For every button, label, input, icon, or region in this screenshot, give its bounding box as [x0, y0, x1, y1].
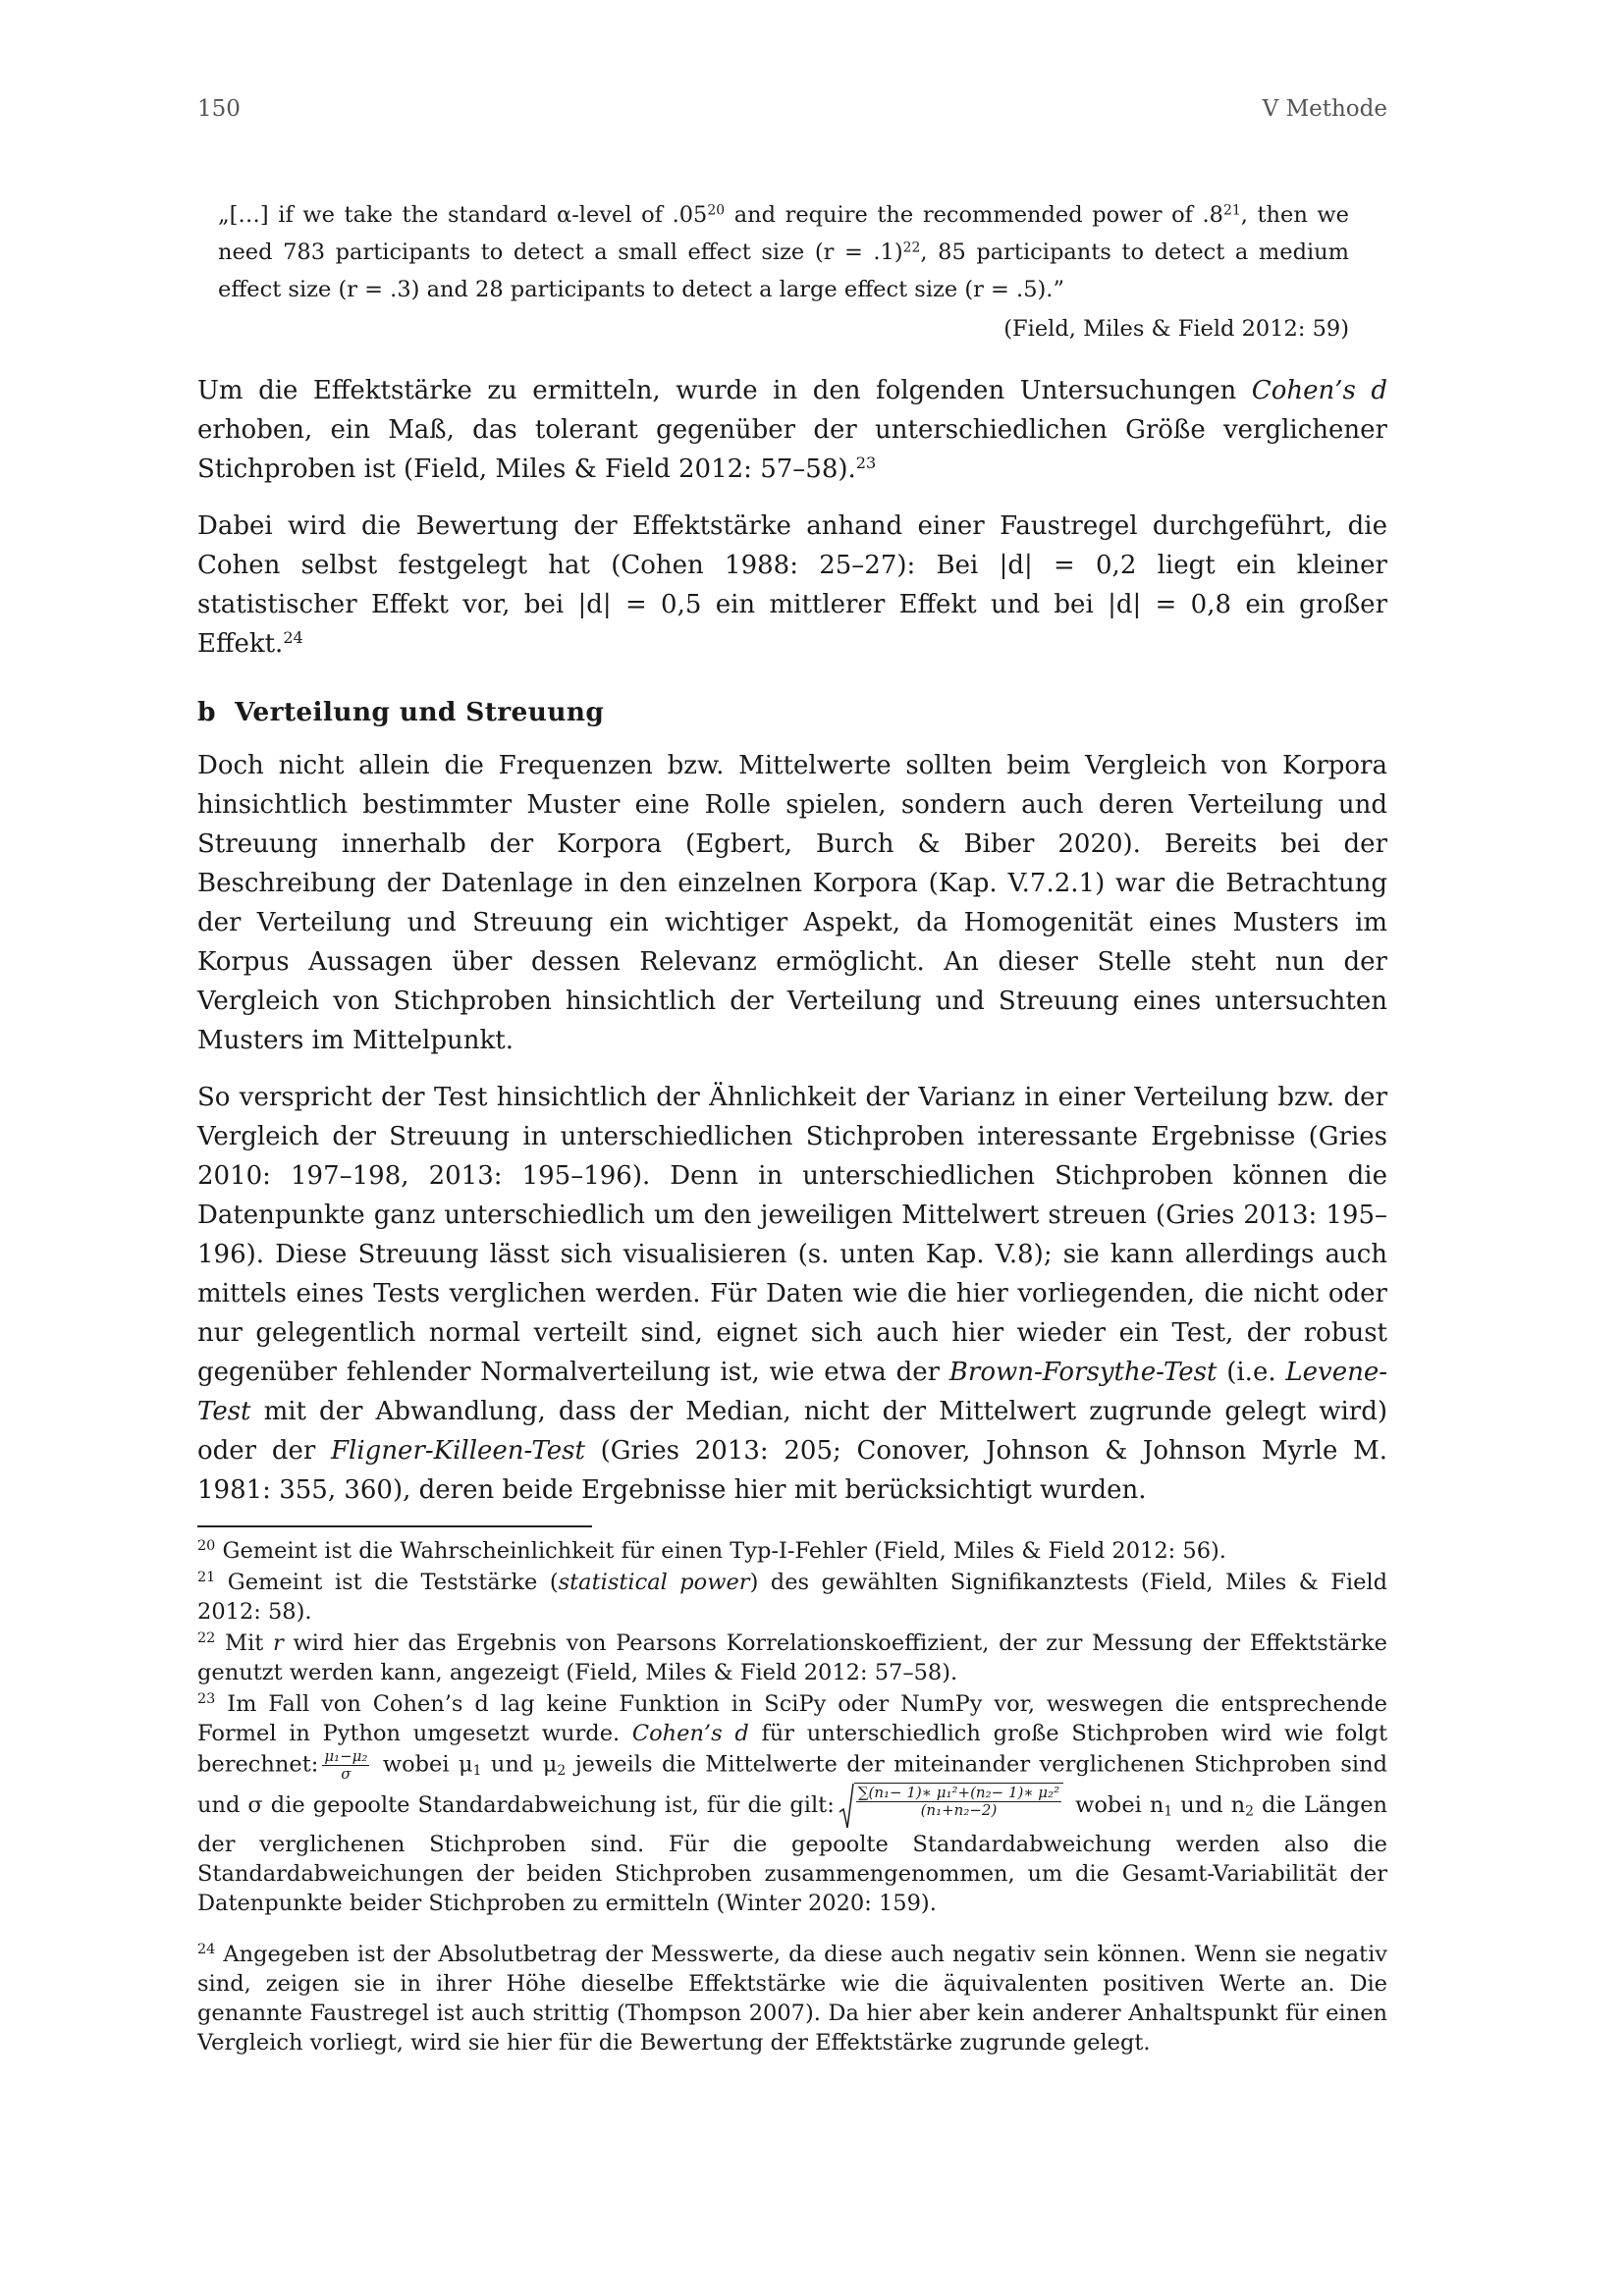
- term-brown-forsythe: Brown-Forsythe-Test: [948, 1358, 1218, 1387]
- term-cohens-d: Cohen’s d: [1251, 376, 1387, 405]
- term-fligner-killeen: Fligner-Killeen-Test: [331, 1436, 585, 1466]
- section-letter: b: [197, 697, 216, 727]
- footnotes: [197, 1536, 1387, 2059]
- footnote-24: $^{24}$ Angegeben ist der Absolutbetrag der Messwerte, da diese auch negativ sein können. Wenn sie negativ sind, zeigen sie in ihrer Höhe dieselbe Effektstärke wie die äquivalenten positiven Werte an. Die genannte Faustregel ist auch strittig (Thompson 2007). Da hier aber kein anderer Anhaltspunkt für einen Vergleich vorliegt, wird sie hier für die Bewertung der Effektstärke zugrunde gelegt.: [197, 1942, 1387, 2056]
- cohens-d-formula: $\frac{\text{μ₁−μ₂}}{\sigma}$: [324, 1747, 368, 1783]
- footnote-21: $^{21}$ Gemeint ist die Teststärke (statistical power) des gewählten Signifikanztests (Field, Miles & Field 2012: 58).: [197, 1570, 1387, 1625]
- block-quote: [218, 196, 1349, 347]
- quote-source: (Field, Miles & Field 2012: 59): [1003, 316, 1349, 342]
- paragraph-distribution: Doch nicht allein die Frequenzen bzw. Mittelwerte sollten beim Vergleich von Korpora hinsichtlich bestimmter Muster eine Rolle spielen, sondern auch deren Verteilung und Streuung innerhalb der Korpora (Egbert, Burch & Biber 2020). Bereits bei der Beschreibung der Datenlage in den einzelnen Korpora (Kap. V.7.2.1) war die Betrachtung der Verteilung und Streuung ein wichtiger Aspekt, da Homogenität eines Musters im Korpus Aussagen über dessen Relevanz ermöglicht. An dieser Stelle steht nun der Vergleich von Stichproben hinsichtlich der Verteilung und Streuung eines untersuchten Musters im Mittelpunkt.: [197, 751, 1387, 1055]
- main-text: [197, 371, 1387, 1527]
- paragraph-variance-tests: So verspricht der Test hinsichtlich der Ähnlichkeit der Varianz in einer Verteilung bzw. der Vergleich der Streuung in unterschiedlichen Stichproben interessante Ergebnisse (Gries 2010: 197–198, 2013: 195–196). Denn in unterschiedlichen Stichproben können die Datenpunkte ganz unterschiedlich um den jeweiligen Mittelwert streuen (Gries 2013: 195–196). Diese Streuung lässt sich visualisieren (s. unten Kap. V.8); sie kann allerdings auch mittels eines Tests verglichen werden. Für Daten wie die hier vorliegenden, die nicht oder nur gelegentlich normal verteilt sind, eignet sich auch hier wieder ein Test, der robust gegenüber fehlender Normalverteilung ist, wie etwa der Brown-Forsythe-Test (i.e. Levene-Test mit der Abwandlung, dass der Median, nicht der Mittelwert zugrunde gelegt wird) oder der Fligner-Killeen-Test (Gries 2013: 205; Conover, Johnson & Johnson Myrle M. 1981: 355, 360), deren beide Ergebnisse hier mit berücksichtigt wurden.: [197, 1083, 1388, 1505]
- footnote-ref-20[interactable]: 20: [707, 202, 726, 219]
- footnote-23: $^{23}$ Im Fall von Cohen’s d lag keine Funktion in SciPy oder NumPy vor, weswegen die entsprechende Formel in Python umgesetzt wurde. Cohen’s d für unterschiedlich große Stichproben wird wie folgt berechnet: $\frac{\text{μ₁−μ₂}}{\sigma}$ wobei $\mu_1$ und $\mu_2$ jeweils die Mittelwerte der miteinander verglichenen Stichproben sind und σ die gepoolte Standardabweichung ist, für die gilt: $\frac{\text{∑(n₁− 1)∗ μ₁²+(n₂− 1)∗ μ₂²}}{\text{(n₁+n₂−2)}}$ wobei $n_1$ und $n_2$ die Längen der verglichenen Stichproben sind. Für die gepoolte Standardabweichung werden also die Standardabweichungen der beiden Stichproben zusammengenommen, um die Gesamt-Variabilität der Datenpunkte beider Stichproben zu ermitteln (Winter 2020: 159).: [197, 1691, 1388, 1916]
- footnote-ref-24[interactable]: 24: [283, 628, 303, 648]
- paragraph-rule-of-thumb: Dabei wird die Bewertung der Effektstärke anhand einer Faustregel durchgeführt, die Cohen selbst festgelegt hat (Cohen 1988: 25–27): Bei |d| = 0,2 liegt ein kleiner statistischer Effekt vor, bei |d| = 0,5 ein mittlerer Effekt und bei |d| = 0,8 ein großer Effekt.$^{24}$: [197, 511, 1387, 659]
- footnote-separator: [197, 1525, 592, 1527]
- paragraph-effect-size: Um die Effektstärke zu ermitteln, wurde in den folgenden Untersuchungen Cohen’s d erhoben, ein Maß, das tolerant gegenüber der unterschiedlichen Größe verglichener Stichproben ist (Field, Miles & Field 2012: 57–58).$^{23}$: [197, 376, 1387, 484]
- pooled-sd-formula: $\frac{\text{∑(n₁− 1)∗ μ₁²+(n₂− 1)∗ μ₂²}}{\text{(n₁+n₂−2)}}$: [839, 1783, 1063, 1830]
- chapter-title: V Methode: [1262, 96, 1387, 122]
- section-heading: [197, 693, 1387, 732]
- section-title: Verteilung und Streuung: [235, 697, 605, 727]
- quote-text: „[…] if we take the standard α-level of $.05^{20}$ and require the recommended power of $.8^{21}$, then we need 783 participants to detect a small effect size (r = .1)$^{22}$, 85 participants to detect a medium effect size (r = .3) and 28 participants to detect a large effect size (r = .5).”: [218, 202, 1349, 302]
- page-number: 150: [197, 96, 241, 122]
- footnote-22: $^{22}$ Mit r wird hier das Ergebnis von Pearsons Korrelationskoeffizient, der zur Messung der Effektstärke genutzt werden kann, angezeigt (Field, Miles & Field 2012: 57–58).: [197, 1630, 1387, 1685]
- term-levene: Levene-Test: [197, 1358, 1388, 1426]
- footnote-20: $^{20}$ Gemeint ist die Wahrscheinlichkeit für einen Typ-I-Fehler (Field, Miles & Field 2012: 56).: [197, 1538, 1226, 1564]
- footnote-ref-21[interactable]: 21: [1223, 202, 1241, 219]
- running-header: [197, 96, 1387, 130]
- footnote-ref-23[interactable]: 23: [855, 454, 877, 473]
- footnote-ref-22[interactable]: 22: [902, 240, 921, 256]
